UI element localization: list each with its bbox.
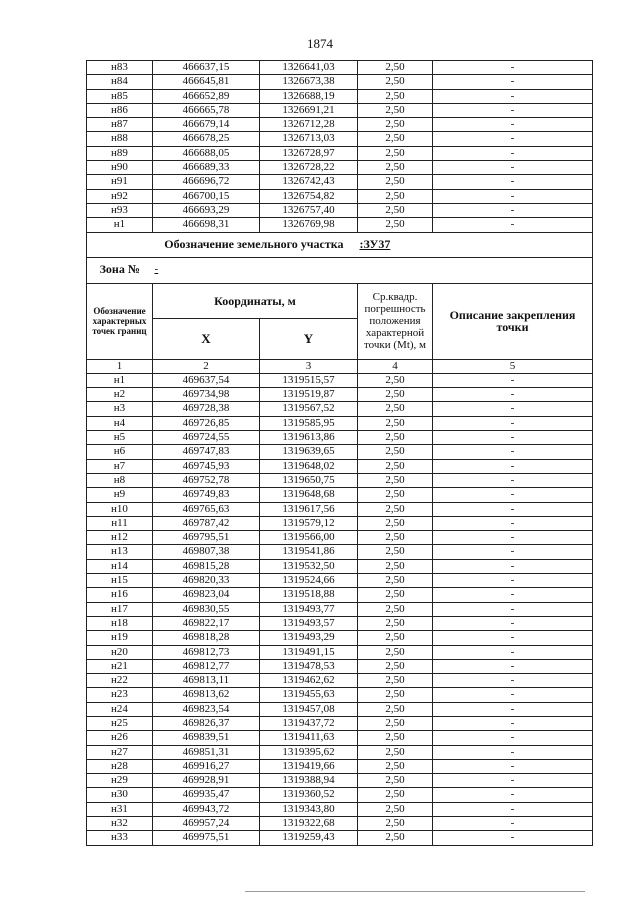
error-cell: 2,50 [358,516,433,530]
x-cell: 466665,78 [153,103,260,117]
point-name-cell: н8 [87,473,153,487]
description-cell: - [433,831,593,845]
error-cell: 2,50 [358,402,433,416]
error-cell: 2,50 [358,817,433,831]
point-name-cell: н29 [87,774,153,788]
error-cell: 2,50 [358,788,433,802]
point-name-cell: н30 [87,788,153,802]
table-row [87,731,593,745]
description-cell: - [433,588,593,602]
y-cell: 1319388,94 [260,774,358,788]
description-cell: - [433,218,593,232]
error-cell: 2,50 [358,118,433,132]
points-section [87,373,593,845]
plot-header-section [87,232,593,373]
description-cell: - [433,759,593,773]
description-cell: - [433,659,593,673]
table-row [87,373,593,387]
plot-title-value: :ЗУ37 [359,236,391,251]
error-cell: 2,50 [358,802,433,816]
table-row [87,545,593,559]
y-cell: 1319650,75 [260,473,358,487]
description-cell: - [433,118,593,132]
column-numbers-row [87,359,593,373]
point-name-cell: н3 [87,402,153,416]
point-name-cell: н11 [87,516,153,530]
column-number: 3 [260,359,358,373]
plot-title-value-cell [358,232,593,257]
table-row [87,75,593,89]
y-cell: 1326712,28 [260,118,358,132]
y-cell: 1319360,52 [260,788,358,802]
point-name-cell: н2 [87,388,153,402]
x-cell: 469826,37 [153,716,260,730]
x-cell: 469745,93 [153,459,260,473]
y-cell: 1319437,72 [260,716,358,730]
description-cell: - [433,716,593,730]
y-cell: 1326641,03 [260,61,358,75]
table-row [87,502,593,516]
table-row [87,61,593,75]
description-cell: - [433,574,593,588]
description-cell: - [433,774,593,788]
x-cell: 469728,38 [153,402,260,416]
y-cell: 1319343,80 [260,802,358,816]
table-row [87,189,593,203]
description-cell: - [433,616,593,630]
description-cell: - [433,545,593,559]
table-row [87,817,593,831]
error-cell: 2,50 [358,716,433,730]
description-cell: - [433,745,593,759]
error-cell: 2,50 [358,75,433,89]
x-cell: 466689,33 [153,161,260,175]
y-cell: 1319648,02 [260,459,358,473]
table-row [87,431,593,445]
error-cell: 2,50 [358,416,433,430]
table-row [87,716,593,730]
error-cell: 2,50 [358,631,433,645]
error-cell: 2,50 [358,146,433,160]
y-cell: 1326673,38 [260,75,358,89]
y-cell: 1319519,87 [260,388,358,402]
error-cell: 2,50 [358,659,433,673]
error-cell: 2,50 [358,731,433,745]
table-row [87,118,593,132]
x-cell: 469839,51 [153,731,260,745]
error-cell: 2,50 [358,175,433,189]
x-cell: 469724,55 [153,431,260,445]
y-cell: 1319613,86 [260,431,358,445]
y-cell: 1319585,95 [260,416,358,430]
x-cell: 466652,89 [153,89,260,103]
y-cell: 1319491,15 [260,645,358,659]
plot-title-row [87,232,593,257]
y-cell: 1319457,08 [260,702,358,716]
point-name-cell: н23 [87,688,153,702]
error-cell: 2,50 [358,473,433,487]
description-cell: - [433,459,593,473]
description-cell: - [433,175,593,189]
error-cell: 2,50 [358,431,433,445]
header-description: Описание закрепления точки [433,283,593,359]
y-cell: 1319259,43 [260,831,358,845]
error-cell: 2,50 [358,702,433,716]
table-row [87,531,593,545]
description-cell: - [433,416,593,430]
y-cell: 1326742,43 [260,175,358,189]
description-cell: - [433,702,593,716]
table-row [87,218,593,232]
y-cell: 1319541,86 [260,545,358,559]
error-cell: 2,50 [358,645,433,659]
point-name-cell: н89 [87,146,153,160]
error-cell: 2,50 [358,388,433,402]
description-cell: - [433,89,593,103]
description-cell: - [433,559,593,573]
table-row [87,146,593,160]
y-cell: 1319518,88 [260,588,358,602]
y-cell: 1319322,68 [260,817,358,831]
y-cell: 1319493,57 [260,616,358,630]
table-row [87,488,593,502]
description-cell: - [433,602,593,616]
page-number: 1874 [307,36,333,51]
column-number: 1 [87,359,153,373]
table-row [87,616,593,630]
x-cell: 469812,77 [153,659,260,673]
error-cell: 2,50 [358,674,433,688]
header-x: X [153,318,260,359]
x-cell: 469752,78 [153,473,260,487]
description-cell: - [433,688,593,702]
point-name-cell: н10 [87,502,153,516]
table-row [87,445,593,459]
x-cell: 466679,14 [153,118,260,132]
y-cell: 1326691,21 [260,103,358,117]
description-cell: - [433,645,593,659]
error-cell: 2,50 [358,61,433,75]
header-error: Ср.квадр. погрешность положения характерной точки (Mt), м [358,283,433,359]
x-cell: 469820,33 [153,574,260,588]
table-row [87,702,593,716]
plot-title-label: Обозначение земельного участка [87,232,358,257]
x-cell: 469734,98 [153,388,260,402]
point-name-cell: н20 [87,645,153,659]
table-row [87,774,593,788]
error-cell: 2,50 [358,218,433,232]
table-row [87,659,593,673]
page-edge-line [245,891,585,892]
y-cell: 1319478,53 [260,659,358,673]
y-cell: 1319515,57 [260,373,358,387]
y-cell: 1319648,68 [260,488,358,502]
description-cell: - [433,445,593,459]
description-cell: - [433,203,593,217]
point-name-cell: н16 [87,588,153,602]
x-cell: 469787,42 [153,516,260,530]
error-cell: 2,50 [358,545,433,559]
description-cell: - [433,502,593,516]
header-points: Обозначение характерных точек границ [87,283,153,359]
y-cell: 1326688,19 [260,89,358,103]
table-row [87,402,593,416]
error-cell: 2,50 [358,459,433,473]
x-cell: 469795,51 [153,531,260,545]
y-cell: 1319524,66 [260,574,358,588]
error-cell: 2,50 [358,373,433,387]
point-name-cell: н26 [87,731,153,745]
y-cell: 1319579,12 [260,516,358,530]
error-cell: 2,50 [358,502,433,516]
column-number: 2 [153,359,260,373]
point-name-cell: н92 [87,189,153,203]
y-cell: 1319617,56 [260,502,358,516]
description-cell: - [433,388,593,402]
y-cell: 1319411,63 [260,731,358,745]
x-cell: 469935,47 [153,788,260,802]
error-cell: 2,50 [358,103,433,117]
header-y: Y [260,318,358,359]
error-cell: 2,50 [358,759,433,773]
point-name-cell: н91 [87,175,153,189]
x-cell: 469822,17 [153,616,260,630]
description-cell: - [433,373,593,387]
table-row [87,631,593,645]
table-row [87,674,593,688]
x-cell: 469975,51 [153,831,260,845]
table-row [87,388,593,402]
table-row [87,175,593,189]
point-name-cell: н90 [87,161,153,175]
point-name-cell: н19 [87,631,153,645]
point-name-cell: н5 [87,431,153,445]
point-name-cell: н27 [87,745,153,759]
description-cell: - [433,161,593,175]
x-cell: 466688,05 [153,146,260,160]
table-row [87,473,593,487]
x-cell: 469815,28 [153,559,260,573]
error-cell: 2,50 [358,574,433,588]
error-cell: 2,50 [358,445,433,459]
x-cell: 469812,73 [153,645,260,659]
point-name-cell: н33 [87,831,153,845]
y-cell: 1319532,50 [260,559,358,573]
point-name-cell: н7 [87,459,153,473]
y-cell: 1319493,29 [260,631,358,645]
table-row [87,759,593,773]
table-row [87,203,593,217]
error-cell: 2,50 [358,588,433,602]
error-cell: 2,50 [358,189,433,203]
error-cell: 2,50 [358,745,433,759]
table-row [87,645,593,659]
y-cell: 1319566,00 [260,531,358,545]
description-cell: - [433,531,593,545]
y-cell: 1319395,62 [260,745,358,759]
x-cell: 466696,72 [153,175,260,189]
x-cell: 466700,15 [153,189,260,203]
description-cell: - [433,473,593,487]
point-name-cell: н22 [87,674,153,688]
error-cell: 2,50 [358,602,433,616]
error-cell: 2,50 [358,688,433,702]
y-cell: 1319462,62 [260,674,358,688]
point-name-cell: н86 [87,103,153,117]
point-name-cell: н84 [87,75,153,89]
error-cell: 2,50 [358,831,433,845]
y-cell: 1326757,40 [260,203,358,217]
point-name-cell: н13 [87,545,153,559]
column-number: 4 [358,359,433,373]
table-row [87,416,593,430]
x-cell: 466637,15 [153,61,260,75]
x-cell: 466693,29 [153,203,260,217]
x-cell: 469813,62 [153,688,260,702]
table-row [87,103,593,117]
error-cell: 2,50 [358,89,433,103]
table-row [87,132,593,146]
y-cell: 1326769,98 [260,218,358,232]
x-cell: 466678,25 [153,132,260,146]
point-name-cell: н25 [87,716,153,730]
table-row [87,745,593,759]
error-cell: 2,50 [358,203,433,217]
table-row [87,602,593,616]
top-rows-section [87,61,593,233]
point-name-cell: н4 [87,416,153,430]
zone-label: Зона № [87,257,153,283]
x-cell: 469813,11 [153,674,260,688]
x-cell: 469928,91 [153,774,260,788]
x-cell: 469807,38 [153,545,260,559]
table-row [87,788,593,802]
y-cell: 1319419,66 [260,759,358,773]
zone-value-cell [153,257,593,283]
x-cell: 469747,83 [153,445,260,459]
table-row [87,559,593,573]
description-cell: - [433,488,593,502]
point-name-cell: н1 [87,218,153,232]
point-name-cell: н28 [87,759,153,773]
description-cell: - [433,189,593,203]
x-cell: 469823,54 [153,702,260,716]
point-name-cell: н9 [87,488,153,502]
x-cell: 469823,04 [153,588,260,602]
y-cell: 1326713,03 [260,132,358,146]
description-cell: - [433,631,593,645]
description-cell: - [433,731,593,745]
point-name-cell: н32 [87,817,153,831]
table-row [87,831,593,845]
x-cell: 466698,31 [153,218,260,232]
y-cell: 1319455,63 [260,688,358,702]
y-cell: 1326728,97 [260,146,358,160]
point-name-cell: н17 [87,602,153,616]
point-name-cell: н6 [87,445,153,459]
description-cell: - [433,146,593,160]
y-cell: 1319567,52 [260,402,358,416]
header-coordinates: Координаты, м [153,283,358,318]
point-name-cell: н31 [87,802,153,816]
point-name-cell: н93 [87,203,153,217]
description-cell: - [433,516,593,530]
x-cell: 469765,63 [153,502,260,516]
table-row [87,588,593,602]
x-cell: 466645,81 [153,75,260,89]
point-name-cell: н18 [87,616,153,630]
point-name-cell: н12 [87,531,153,545]
table-row [87,574,593,588]
description-cell: - [433,431,593,445]
x-cell: 469818,28 [153,631,260,645]
zone-row [87,257,593,283]
description-cell: - [433,817,593,831]
error-cell: 2,50 [358,616,433,630]
y-cell: 1326728,22 [260,161,358,175]
error-cell: 2,50 [358,488,433,502]
point-name-cell: н1 [87,373,153,387]
x-cell: 469957,24 [153,817,260,831]
table-row [87,89,593,103]
table-row [87,516,593,530]
point-name-cell: н15 [87,574,153,588]
description-cell: - [433,788,593,802]
header-row-top [87,283,593,318]
description-cell: - [433,103,593,117]
table-row [87,459,593,473]
description-cell: - [433,61,593,75]
point-name-cell: н85 [87,89,153,103]
y-cell: 1319493,77 [260,602,358,616]
x-cell: 469916,27 [153,759,260,773]
description-cell: - [433,132,593,146]
table-row [87,161,593,175]
error-cell: 2,50 [358,161,433,175]
x-cell: 469726,85 [153,416,260,430]
description-cell: - [433,674,593,688]
y-cell: 1319639,65 [260,445,358,459]
x-cell: 469830,55 [153,602,260,616]
x-cell: 469943,72 [153,802,260,816]
x-cell: 469851,31 [153,745,260,759]
error-cell: 2,50 [358,774,433,788]
table-row [87,802,593,816]
description-cell: - [433,402,593,416]
point-name-cell: н88 [87,132,153,146]
x-cell: 469637,54 [153,373,260,387]
description-cell: - [433,802,593,816]
table-row [87,688,593,702]
error-cell: 2,50 [358,132,433,146]
column-number: 5 [433,359,593,373]
y-cell: 1326754,82 [260,189,358,203]
error-cell: 2,50 [358,559,433,573]
error-cell: 2,50 [358,531,433,545]
point-name-cell: н21 [87,659,153,673]
point-name-cell: н24 [87,702,153,716]
coordinates-table [86,60,593,846]
point-name-cell: н14 [87,559,153,573]
description-cell: - [433,75,593,89]
x-cell: 469749,83 [153,488,260,502]
point-name-cell: н83 [87,61,153,75]
zone-value: - [154,263,159,276]
point-name-cell: н87 [87,118,153,132]
